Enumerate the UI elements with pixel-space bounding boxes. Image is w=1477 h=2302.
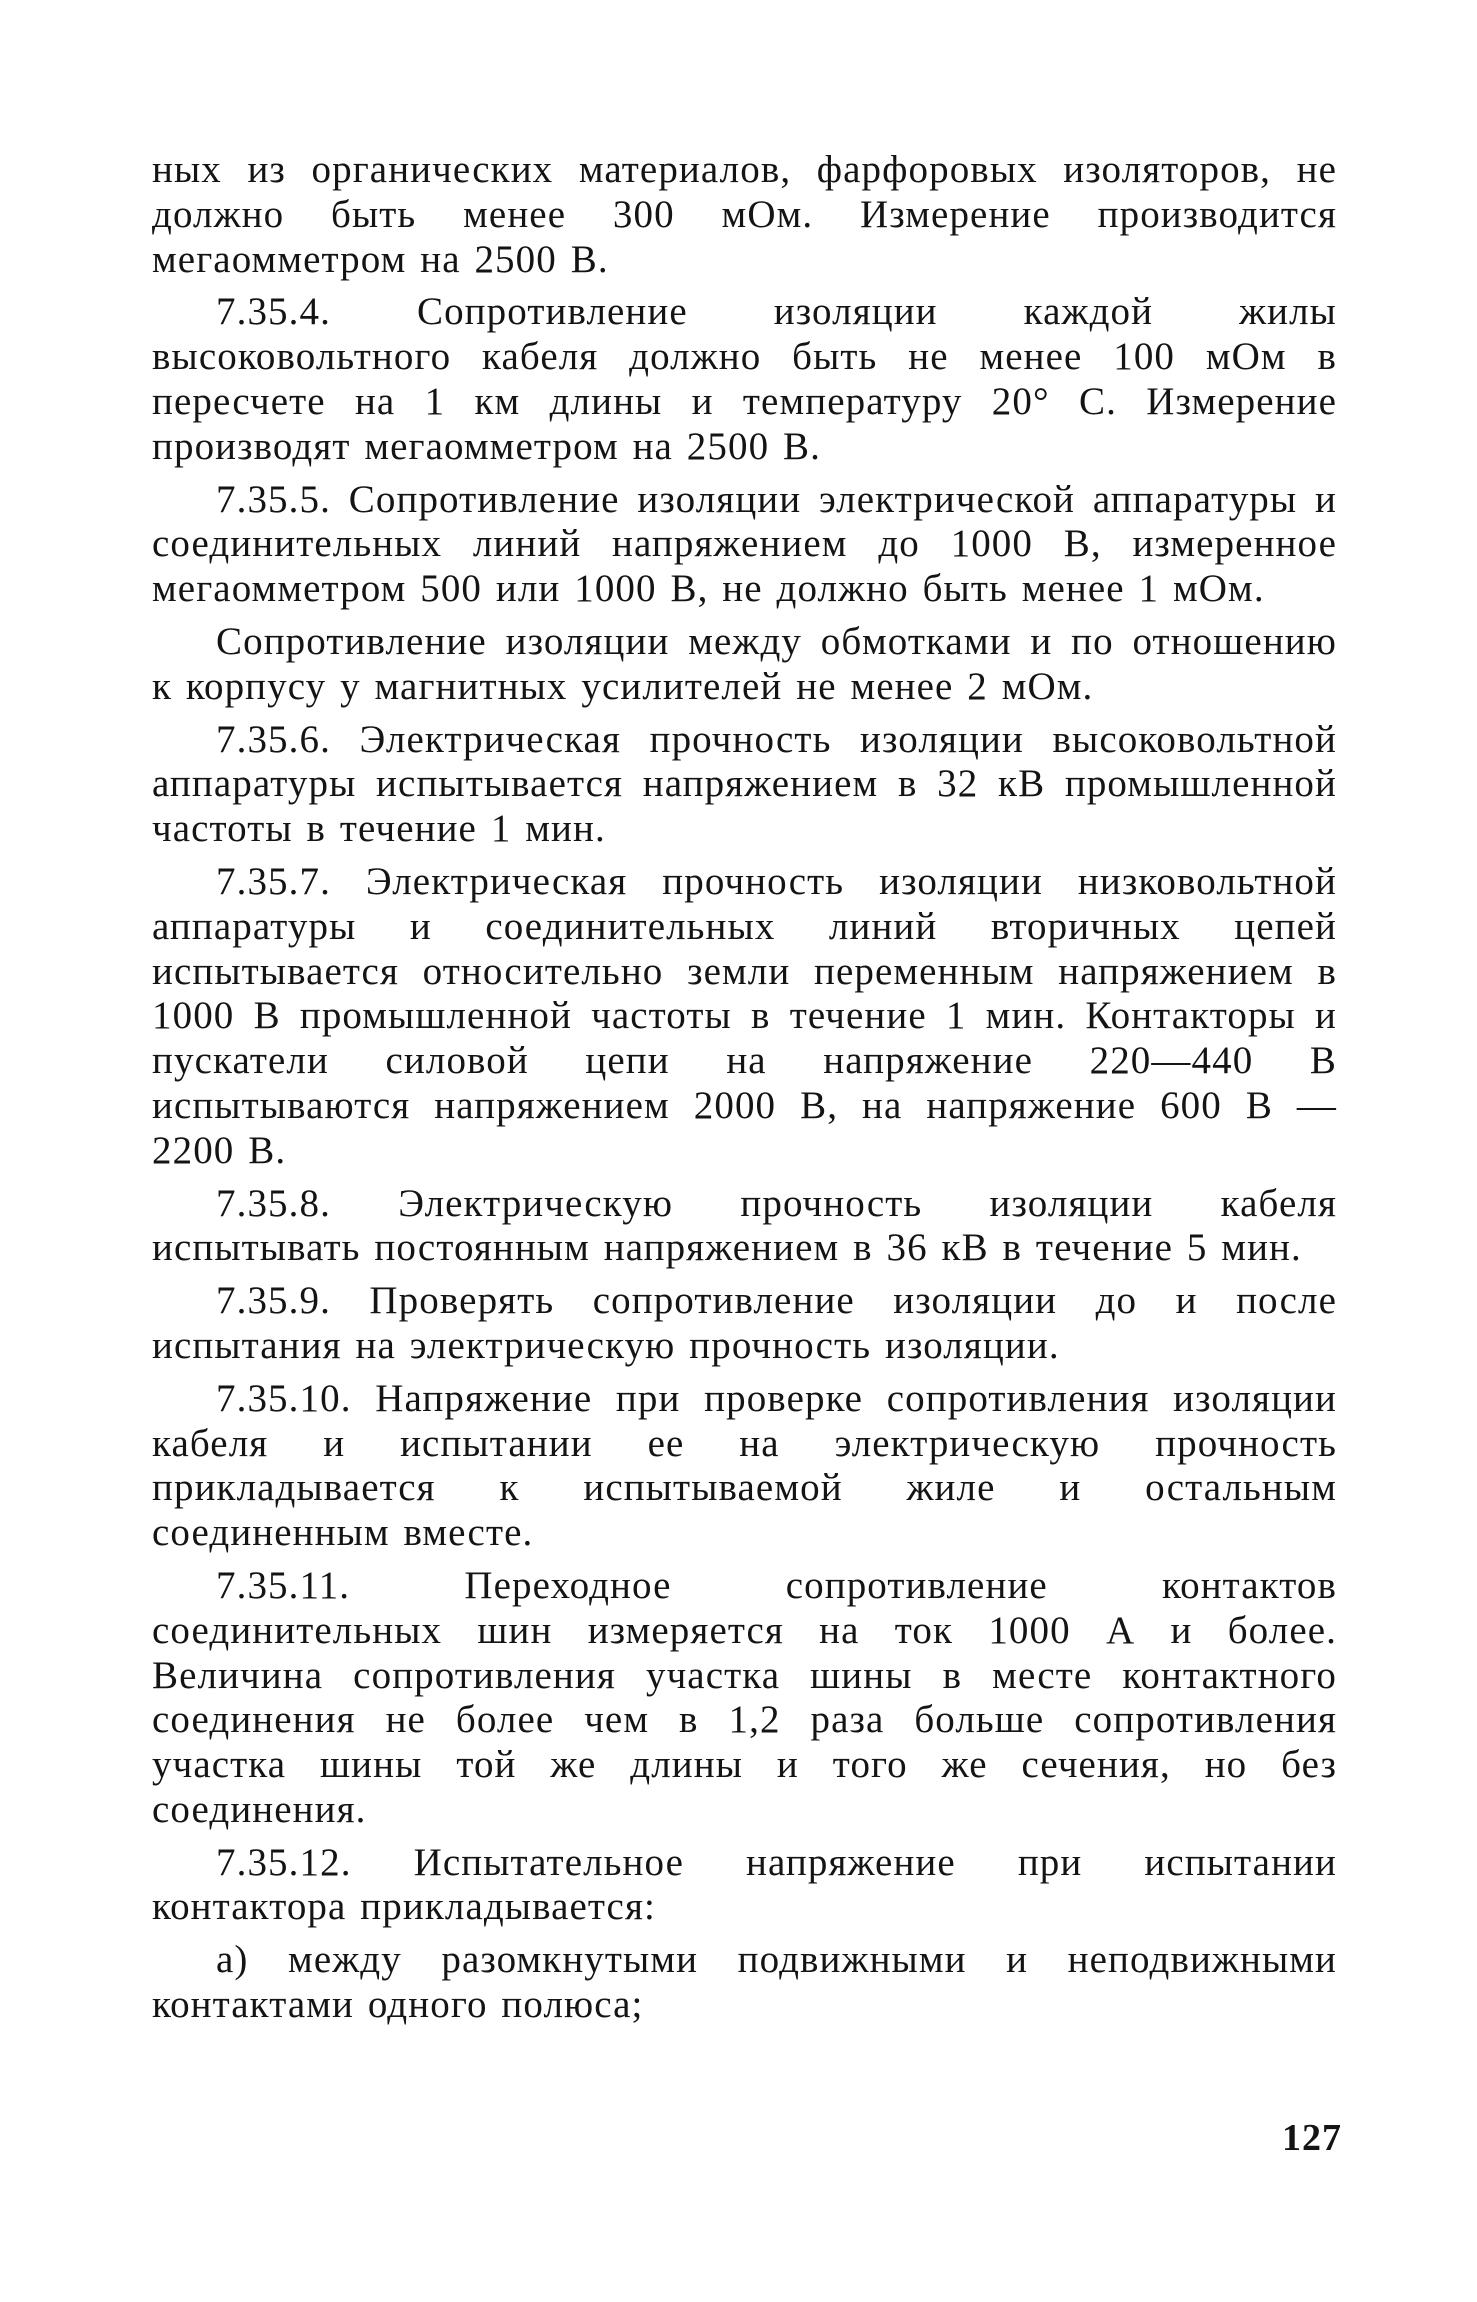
paragraph-7-35-11: 7.35.11. Переходное сопротивление контактов соединительных шин измеряется на ток 1000 А и более. Величина сопротивления участка шины в месте контактного соединения не более чем в 1,2 раза больше сопротивления участка шины той же длины и того же сечения, но без соединения.	[152, 1563, 1337, 1831]
paragraph-7-35-9: 7.35.9. Проверять сопротивление изоляции до и после испытания на электрическую прочность изоляции.	[152, 1279, 1337, 1367]
paragraph-magnetic-amplifiers: Сопротивление изоляции между обмотками и по отношению к корпусу у магнитных усилителей не менее 2 мОм.	[152, 619, 1337, 708]
list-item-a: а) между разомкнутыми подвижными и неподвижными контактами одного полюса;	[152, 1938, 1337, 2027]
paragraph-7-35-5: 7.35.5. Сопротивление изоляции электрической аппаратуры и соединительных линий напряжением до 1000 В, измеренное мегаомметром 500 или 1000 В, не должно быть менее 1 мОм.	[152, 477, 1337, 611]
paragraph-7-35-7: 7.35.7. Электрическая прочность изоляции низковольтной аппаратуры и соединительных линий вторичных цепей испытывается относительно земли переменным напряжением в 1000 В промышленной частоты в течение 1 мин. Контакторы и пускатели силовой цепи на напряжение 220—440 В испытываются напряжением 2000 В, на напряжение 600 В — 2200 В.	[152, 859, 1337, 1172]
page-number: 127	[1282, 2117, 1342, 2159]
paragraph-7-35-12: 7.35.12. Испытательное напряжение при испытании контактора прикладывается:	[152, 1840, 1337, 1929]
paragraph-7-35-10: 7.35.10. Напряжение при проверке сопротивления изоляции кабеля и испытании ее на электрическую прочность прикладывается к испытываемой жиле и остальным соединенным вместе.	[152, 1376, 1337, 1555]
paragraph-7-35-4: 7.35.4. Сопротивление изоляции каждой жилы высоковольтного кабеля должно быть не менее 100 мОм в пересчете на 1 км длины и температуру 20° С. Измерение производят мегаомметром на 2500 В.	[152, 290, 1337, 468]
paragraph-7-35-6: 7.35.6. Электрическая прочность изоляции высоковольтной аппаратуры испытывается напряжением в 32 кВ промышленной частоты в течение 1 мин.	[152, 717, 1337, 851]
paragraph-continuation: ных из органических материалов, фарфоровых изоляторов, не должно быть менее 300 мОм. Измерение производится мегаомметром на 2500 В.	[152, 148, 1337, 281]
text-column	[152, 148, 1337, 2036]
paragraph-7-35-8: 7.35.8. Электрическую прочность изоляции кабеля испытывать постоянным напряжением в 36 кВ в течение 5 мин.	[152, 1181, 1337, 1270]
